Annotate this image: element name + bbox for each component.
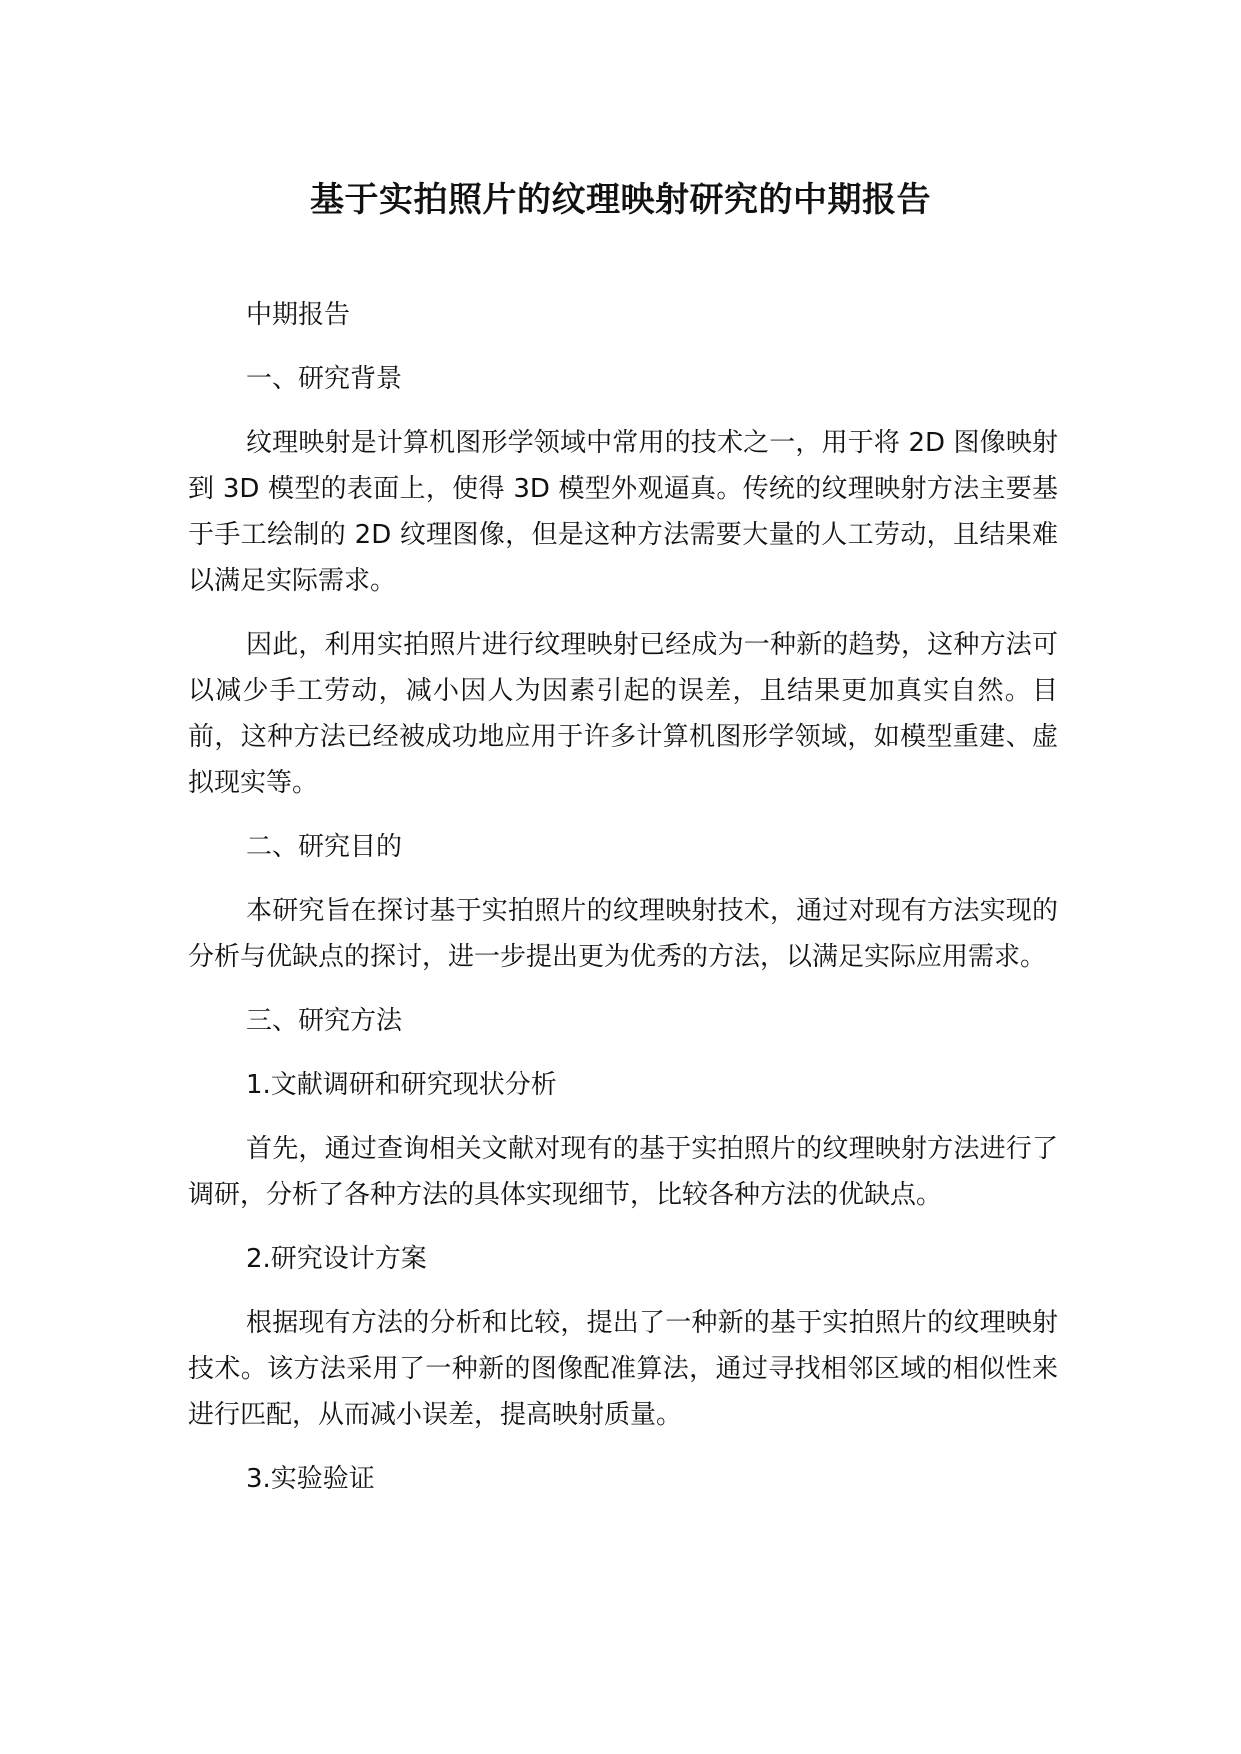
paragraph-background-1: 纹理映射是计算机图形学领域中常用的技术之一，用于将 2D 图像映射到 3D 模型的表面上，使得 3D 模型外观逼真。传统的纹理映射方法主要基于手工绘制的 2D 纹理图像，但是这种方法需要大量的人工劳动，且结果难以满足实际需求。 [188, 428, 1058, 596]
document-title: 基于实拍照片的纹理映射研究的中期报告 [310, 180, 931, 220]
section-heading-methods: 三、研究方法 [246, 1006, 403, 1036]
paragraph-background-2: 因此，利用实拍照片进行纹理映射已经成为一种新的趋势，这种方法可以减少手工劳动，减小因人为因素引起的误差，且结果更加真实自然。目前，这种方法已经被成功地应用于许多计算机图形学领域，如模型重建、虚拟现实等。 [188, 630, 1058, 798]
subheading-design-plan: 2.研究设计方案 [246, 1244, 427, 1274]
paragraph-literature-review: 首先，通过查询相关文献对现有的基于实拍照片的纹理映射方法进行了调研，分析了各种方法的具体实现细节，比较各种方法的优缺点。 [188, 1134, 1058, 1210]
subheading-literature-review: 1.文献调研和研究现状分析 [246, 1070, 557, 1100]
document-body [188, 292, 1058, 1502]
section-heading-purpose: 二、研究目的 [246, 832, 403, 862]
paragraph-design-plan: 根据现有方法的分析和比较，提出了一种新的基于实拍照片的纹理映射技术。该方法采用了一种新的图像配准算法，通过寻找相邻区域的相似性来进行匹配，从而减小误差，提高映射质量。 [188, 1308, 1058, 1430]
paragraph-purpose: 本研究旨在探讨基于实拍照片的纹理映射技术，通过对现有方法实现的分析与优缺点的探讨，进一步提出更为优秀的方法，以满足实际应用需求。 [188, 896, 1058, 972]
section-heading-background: 一、研究背景 [246, 364, 403, 394]
subheading-experiment-validation: 3.实验验证 [246, 1464, 375, 1494]
section-heading-midterm-report: 中期报告 [246, 300, 351, 330]
